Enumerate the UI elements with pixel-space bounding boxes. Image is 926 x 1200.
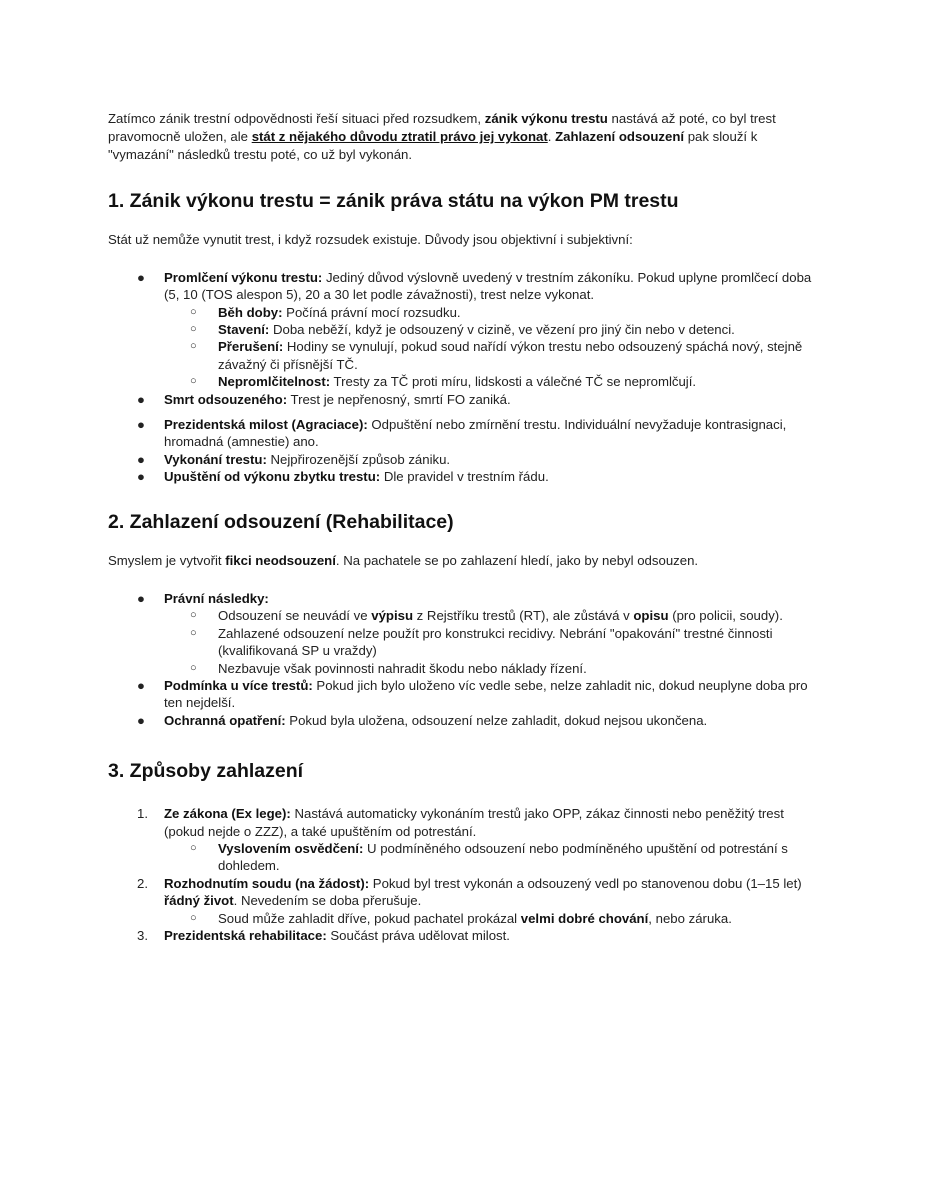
item-text: Nastává automaticky vykonáním trestů jako OPP, zákaz činnosti nebo peněžitý trest (pokud nejde o ZZZ), a také upuštěním od potrestání. (164, 806, 784, 839)
item-text: z Rejstříku trestů (RT), ale zůstává v (413, 608, 634, 624)
sub-list-item (108, 625, 818, 660)
item-text: Pokud byl trest vykonán a odsouzený vedl po stanovenou dobu (1–15 let) (369, 875, 802, 891)
section3-list (108, 805, 818, 944)
item-bold: Stavení: (218, 322, 270, 338)
bullet-icon: ● (137, 677, 145, 693)
item-bold: Přerušení: (218, 339, 284, 355)
item-text: Doba neběží, když je odsouzený v cizině, ve vězení pro jiný čin nebo v detenci. (269, 322, 735, 338)
item-bold: Smrt odsouzeného: (164, 391, 288, 407)
item-bold: velmi dobré chování (520, 910, 649, 926)
bullet-icon: ● (137, 417, 145, 433)
item-bold: Promlčení výkonu trestu: (164, 269, 323, 285)
item-number: 1. (137, 806, 148, 822)
circle-bullet-icon: ○ (190, 375, 197, 388)
item-text: Nejpřirozenější způsob zániku. (266, 451, 451, 467)
sub-list-item (108, 321, 818, 338)
item-text: (pro policii, soudy). (668, 608, 783, 624)
circle-bullet-icon: ○ (190, 911, 197, 924)
bullet-icon: ● (137, 451, 145, 467)
circle-bullet-icon: ○ (190, 626, 197, 639)
item-text: Jediný důvod výslovně uvedený v trestním zákoníku. Pokud uplyne promlčecí doba (5, 10 (TOS alespon 5), 20 a 30 let podle závažnosti), trest nelze vykonat. (164, 269, 812, 303)
item-bold: Běh doby: (218, 304, 283, 320)
intro-text: . (547, 129, 556, 145)
item-text: Tresty za TČ proti míru, lidskosti a válečné TČ se nepromlčují. (330, 374, 697, 390)
section1-list (108, 269, 818, 486)
item-number: 2. (137, 875, 148, 891)
sub-list-item (108, 910, 818, 927)
section-title: 3. Způsoby zahlazení (108, 760, 304, 783)
intro-bold: Zahlazení odsouzení (555, 129, 685, 145)
item-bold: Vykonání trestu: (164, 451, 267, 467)
item-text: Pokud byla uložena, odsouzení nelze zahladit, dokud nejsou ukončena. (285, 712, 708, 728)
section-heading-2 (108, 510, 818, 534)
numbered-item (108, 875, 818, 910)
item-bold: Ochranná opatření: (164, 712, 286, 728)
list-item (108, 468, 818, 485)
item-bold: výpisu (371, 608, 414, 624)
numbered-item (108, 927, 818, 944)
item-text: . Nevedením se doba přerušuje. (233, 893, 422, 909)
item-bold: Prezidentská milost (Agraciace): (164, 417, 368, 433)
bullet-icon: ● (137, 712, 145, 728)
intro-text: pak slouží k "vymazání" následků trestu poté, co už byl vykonán. (108, 129, 758, 163)
list-item (108, 391, 818, 408)
intro-text: nastává až poté, co byl trest pravomocně uložen, ale (108, 111, 776, 145)
item-bold: Nepromlčitelnost: (218, 374, 331, 390)
numbered-item (108, 805, 818, 840)
item-text: , nebo záruka. (648, 910, 732, 926)
circle-bullet-icon: ○ (190, 305, 197, 318)
list-item (108, 677, 818, 712)
intro-underlined: stát z nějakého důvodu ztratil právo jej vykonat (251, 129, 548, 145)
item-text: Odsouzení se neuvádí ve (218, 608, 372, 624)
sub-list-item (108, 304, 818, 321)
item-bold: Upuštění od výkonu zbytku trestu: (164, 469, 381, 485)
item-text: Trest je nepřenosný, smrtí FO zaniká. (287, 391, 511, 407)
list-item (108, 712, 818, 729)
list-item (108, 269, 818, 304)
bullet-icon: ● (137, 269, 145, 285)
item-text: Odpuštění nebo zmírnění trestu. Individuální nevyžaduje kontrasignaci, hromadná (amnestie) ano. (164, 417, 787, 450)
lead-text: Smyslem je vytvořit (108, 552, 226, 568)
sub-list-item (108, 373, 818, 390)
list-item (108, 416, 818, 451)
section2-list (108, 590, 818, 729)
intro-text: Zatímco zánik trestní odpovědnosti řeší situaci před rozsudkem, (108, 111, 485, 126)
section-title: 2. Zahlazení odsouzení (Rehabilitace) (108, 510, 454, 533)
bullet-icon: ● (137, 391, 145, 407)
list-item (108, 590, 818, 607)
circle-bullet-icon: ○ (190, 661, 197, 674)
circle-bullet-icon: ○ (190, 841, 197, 854)
sub-list-item (108, 660, 818, 677)
section-title: 1. Zánik výkonu trestu = zánik práva státu na výkon PM trestu (108, 189, 679, 212)
sub-list-item (108, 607, 818, 624)
item-text: Pokud jich bylo uloženo víc vedle sebe, nelze zahladit nic, dokud neuplyne doba pro ten nejdelší. (164, 677, 808, 711)
item-text: U podmíněného odsouzení nebo podmíněného upuštění od potrestání s dohledem. (218, 840, 788, 874)
item-bold: Podmínka u více trestů: (164, 677, 313, 693)
item-text: Zahlazené odsouzení nelze použít pro konstrukci recidivy. Nebrání "opakování" trestné činnosti (kvalifikovaná SP u vraždy) (218, 625, 773, 659)
item-bold: Vyslovením osvědčení: (218, 840, 364, 856)
item-number: 3. (137, 927, 148, 943)
section-lead: Stát už nemůže vynutit trest, i když rozsudek existuje. Důvody jsou objektivní i subjektivní: (108, 231, 633, 247)
item-text: Součást práva udělovat milost. (326, 927, 510, 943)
item-bold: řádný život (164, 893, 234, 909)
item-bold: Prezidentská rehabilitace: (164, 927, 327, 943)
lead-text: . Na pachatele se po zahlazení hledí, jako by nebyl odsouzen. (335, 552, 699, 568)
circle-bullet-icon: ○ (190, 609, 197, 622)
item-text: Nezbavuje však povinnosti nahradit škodu nebo náklady řízení. (218, 660, 587, 676)
intro-paragraph (108, 110, 808, 165)
item-bold: Rozhodnutím soudu (na žádost): (164, 875, 370, 891)
sub-list-item (108, 840, 818, 875)
item-text: Počíná právní mocí rozsudku. (282, 304, 461, 320)
item-bold: Právní následky: (164, 590, 269, 606)
circle-bullet-icon: ○ (190, 323, 197, 336)
list-item (108, 451, 818, 468)
lead-bold: fikci neodsouzení (225, 552, 336, 568)
intro-bold: zánik výkonu trestu (484, 111, 608, 126)
list-spacer (108, 408, 818, 416)
circle-bullet-icon: ○ (190, 340, 197, 353)
item-text: Hodiny se vynulují, pokud soud nařídí výkon trestu nebo odsouzený spáchá nový, stejně závažný či přísnější TČ. (218, 339, 803, 372)
item-bold: opisu (633, 608, 669, 624)
sub-list-item (108, 338, 818, 373)
item-text: Dle pravidel v trestním řádu. (380, 469, 549, 485)
item-text: Soud může zahladit dříve, pokud pachatel prokázal (218, 910, 521, 926)
section-heading-1 (108, 189, 818, 213)
item-bold: Ze zákona (Ex lege): (164, 806, 291, 822)
bullet-icon: ● (137, 590, 145, 606)
section-lead (108, 552, 818, 570)
bullet-icon: ● (137, 469, 145, 485)
section-heading-3 (108, 759, 818, 783)
